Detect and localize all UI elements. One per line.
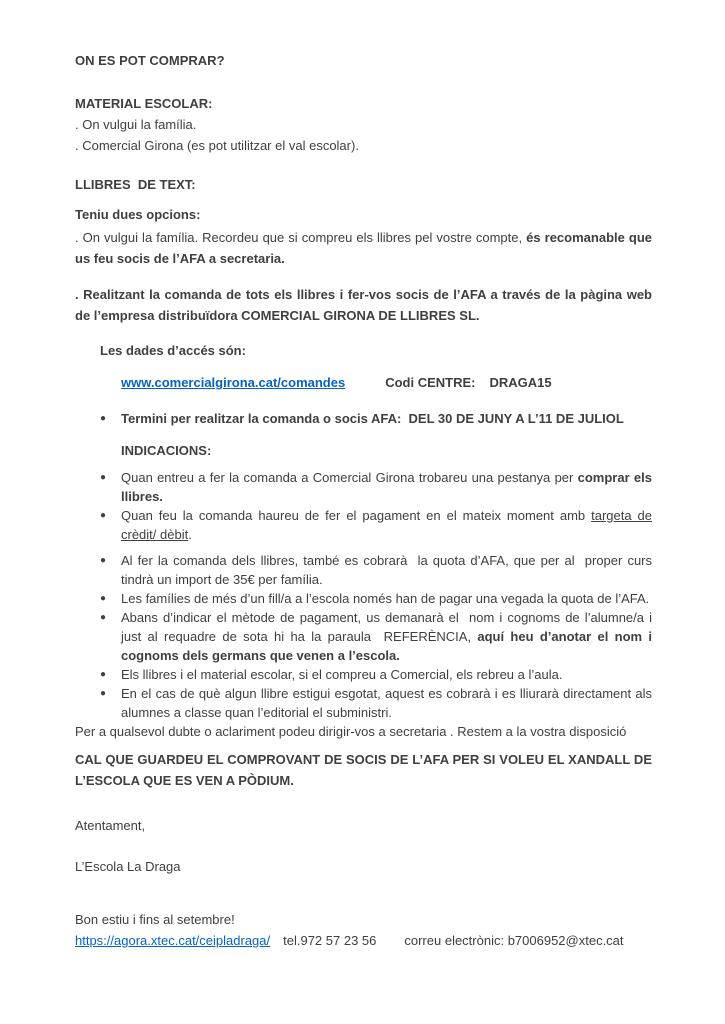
termini-bullet-item — [100, 409, 652, 428]
bullet-icon: ● — [100, 688, 107, 699]
pestanya-bold-text: comprar els llibres. — [121, 470, 653, 504]
llibre-esgotat-text: En el cas de què algun llibre estigui esgotat, aquest es cobrarà i es lliurarà directament als alumnes a classe quan l’editorial el subministri. — [121, 686, 652, 720]
bullet-item-rebreu-aula — [100, 665, 652, 684]
school-name: L’Escola La Draga — [75, 859, 181, 874]
pagament-underlined-text: targeta de crèdit/ dèbit — [121, 508, 653, 542]
llibres-option-1 — [75, 227, 652, 269]
pagament-text: Quan feu la comanda haureu de fer el pagament en el mateix moment amb — [121, 508, 592, 523]
llibres-option-2: . Realitzant la comanda de tots els llibres i fer-vos socis de l’AFA a través de la pàgina web de l’empresa distribuïdora COMERCIAL GIRONA DE LLIBRES SL. — [75, 287, 652, 323]
bullet-text-pagament — [121, 506, 652, 544]
email-address: correu electrònic: b7006952@xtec.cat — [404, 933, 624, 948]
bullet-text-referencia — [121, 608, 652, 665]
bullet-icon: ● — [100, 593, 107, 604]
bullet-icon: ● — [100, 413, 107, 424]
bullet-icon: ● — [100, 472, 107, 483]
option-1-bold-text: és recomanable que us feu socis de l’AFA a secretaria. — [75, 230, 653, 266]
indicacions-heading: INDICACIONS: — [121, 443, 212, 458]
doc-title: ON ES POT COMPRAR? — [75, 53, 225, 68]
bullet-icon: ● — [100, 612, 107, 623]
llibres-heading: LLIBRES DE TEXT: — [75, 177, 196, 192]
material-option-family: . On vulgui la família. — [75, 117, 197, 132]
material-escolar-heading: MATERIAL ESCOLAR: — [75, 96, 213, 111]
rebreu-aula-text: Els llibres i el material escolar, si el compreu a Comercial, els rebreu a l’aula. — [121, 667, 563, 682]
bullet-item-families — [100, 589, 652, 608]
pestanya-text: Quan entreu a fer la comanda a Comercial Girona trobareu una pestanya per — [121, 470, 578, 485]
access-data-heading: Les dades d’accés són: — [100, 343, 246, 358]
quota-afa-text: Al fer la comanda dels llibres, també es cobrarà la quota d’AFA, que per al proper curs tindrà un import de 35€ per família. — [121, 553, 652, 587]
bullet-item-quota-afa — [100, 551, 652, 589]
dubtes-text: Per a qualsevol dubte o aclariment podeu dirigir-vos a secretaria . Restem a la vostra disposició — [75, 724, 627, 739]
bullet-item-llibre-esgotat — [100, 684, 652, 722]
regards-text: Atentament, — [75, 818, 146, 833]
centre-code-value: DRAGA15 — [489, 375, 552, 390]
bullet-icon: ● — [100, 669, 107, 680]
referencia-text: Abans d’indicar el mètode de pagament, us demanarà el nom i cognoms de l’alumne/a i just al requadre de sota hi ha la paraula REFERÈNCIA, — [121, 610, 652, 644]
families-text: Les famílies de més d’un fill/a a l’escola només han de pagar una vegada la quota de l’AFA. — [121, 591, 650, 606]
summer-greeting: Bon estiu i fins al setembre! — [75, 912, 235, 927]
bullet-icon: ● — [100, 555, 107, 566]
centre-code-label: Codi CENTRE: — [385, 375, 476, 390]
pagament-period: . — [188, 527, 192, 542]
termini-text: Termini per realitzar la comanda o socis AFA: DEL 30 DE JUNY A L’11 DE JULIOL — [121, 411, 624, 426]
options-heading: Teniu dues opcions: — [75, 207, 201, 222]
access-row — [121, 372, 652, 393]
option-1-text: . On vulgui la família. Recordeu que si compreu els llibres pel vostre compte, — [75, 230, 527, 245]
comercialgirona-link[interactable]: www.comercialgirona.cat/comandes — [121, 375, 346, 390]
bullet-item-referencia — [100, 608, 652, 665]
warning-comprovant: CAL QUE GUARDEU EL COMPROVANT DE SOCIS DE L’AFA PER SI VOLEU EL XANDALL DE L’ESCOLA QUE ES VEN A PÒDIUM. — [75, 752, 652, 788]
agora-link[interactable]: https://agora.xtec.cat/ceipladraga/ — [75, 933, 271, 948]
phone-number: tel.972 57 23 56 — [283, 933, 377, 948]
bullet-item-pagament — [100, 506, 652, 544]
bullet-text-pestanya — [121, 468, 652, 506]
footer-contact-row — [75, 930, 652, 951]
referencia-bold-text: aquí heu d’anotar el nom i cognoms dels germans que venen a l’escola. — [121, 629, 652, 663]
bullet-item-pestanya — [100, 468, 652, 506]
material-option-comercial: . Comercial Girona (es pot utilitzar el val escolar). — [75, 138, 359, 153]
bullet-icon: ● — [100, 510, 107, 521]
